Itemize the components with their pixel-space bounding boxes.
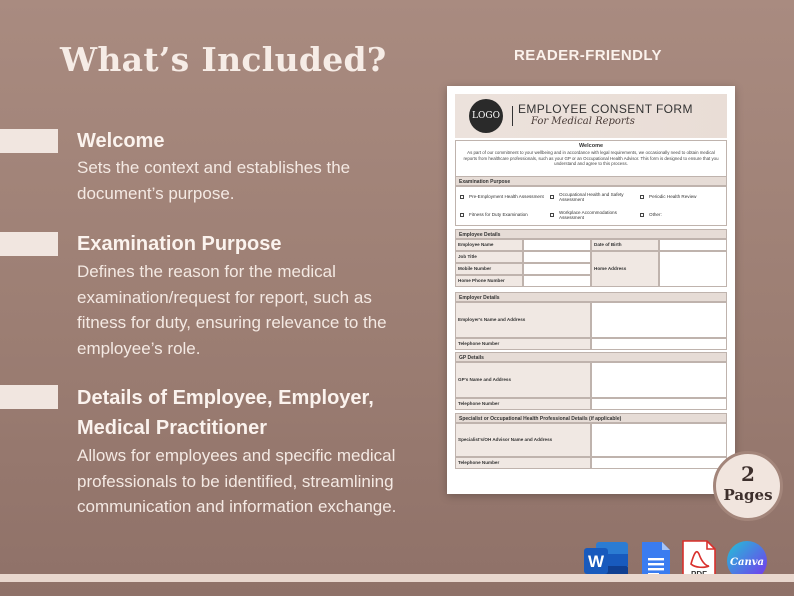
employer-name-label: Employer's Name and Address [455, 302, 591, 338]
option-label: Fitness for Duty Examination [469, 212, 528, 218]
employee-name-label: Employee Name [455, 239, 523, 251]
option-label: Workplace Accommodations Assessment [559, 209, 617, 220]
employee-name-field[interactable] [523, 239, 591, 251]
section-description-welcome: Sets the context and establishes the document’s purpose. [77, 158, 351, 203]
form-title: EMPLOYEE CONSENT FORM [518, 102, 693, 116]
employee-details-header: Employee Details [455, 229, 727, 239]
section-bar-details [0, 385, 58, 409]
form-header [455, 94, 727, 138]
pages-label: Pages [723, 486, 773, 504]
welcome-box [455, 140, 727, 178]
checkbox[interactable] [640, 213, 644, 217]
exam-option-workplace[interactable] [550, 207, 640, 223]
svg-text:W: W [587, 552, 605, 571]
job-title-label: Job Title [455, 251, 523, 263]
section-bar-welcome [0, 129, 58, 153]
exam-option-pre-employment[interactable] [460, 189, 550, 205]
checkbox[interactable] [640, 195, 644, 199]
option-label: Occupational Health and Safety Assessment [559, 191, 624, 202]
gp-name-field[interactable] [591, 362, 727, 398]
specialist-phone-label: Telephone Number [455, 457, 591, 469]
preview-label: READER-FRIENDLY [514, 47, 662, 64]
specialist-name-label: Specialist's/OH Advisor Name and Address [455, 423, 591, 457]
section-description-details: Allows for employees and specific medical professionals to be identified, streamlining communication and information exchange. [77, 446, 397, 516]
form-preview [447, 86, 735, 494]
section-heading-welcome: Welcome [77, 130, 165, 152]
gp-name-label: GP's Name and Address [455, 362, 591, 398]
checkbox[interactable] [460, 213, 464, 217]
home-address-label: Home Address [591, 251, 659, 287]
svg-text:Canva: Canva [730, 557, 764, 568]
section-description-examination: Defines the reason for the medical examination/request for report, such as fitness for duty, ensuring relevance to the employee’s role. [77, 262, 387, 358]
exam-option-fitness[interactable] [460, 207, 550, 223]
home-phone-label: Home Phone Number [455, 275, 523, 287]
home-address-field[interactable] [659, 251, 727, 287]
checkbox[interactable] [460, 195, 464, 199]
specialist-phone-field[interactable] [591, 457, 727, 469]
job-title-field[interactable] [523, 251, 591, 263]
welcome-title: Welcome [578, 143, 604, 149]
exam-option-other[interactable] [640, 207, 725, 223]
bottom-accent-line [0, 574, 794, 582]
specialist-name-field[interactable] [591, 423, 727, 457]
employer-phone-label: Telephone Number [455, 338, 591, 350]
option-label: Pre-Employment Health Assessment [469, 194, 544, 200]
logo-placeholder: LOGO [469, 99, 503, 133]
welcome-text: As part of our commitment to your wellbeing and in accordance with legal requirements, we occasionally need to obtain medical reports from healthcare professionals, such as your GP or an Occupational Health Advisor. This form is designed to ensure that you understand and agree to this process. [463, 150, 719, 167]
specialist-details-header: Specialist or Occupational Health Professional Details (if applicable) [455, 413, 727, 423]
employer-phone-field[interactable] [591, 338, 727, 350]
pages-badge [713, 451, 783, 521]
option-label: Periodic Health Review [649, 194, 697, 200]
exam-purpose-header: Examination Purpose [455, 176, 727, 186]
gp-details-header: GP Details [455, 352, 727, 362]
home-phone-field[interactable] [523, 275, 591, 287]
header-divider [512, 106, 513, 126]
checkbox[interactable] [550, 213, 554, 217]
employer-details-header: Employer Details [455, 292, 727, 302]
mobile-number-label: Mobile Number [455, 263, 523, 275]
section-bar-examination [0, 232, 58, 256]
dob-field[interactable] [659, 239, 727, 251]
section-heading-details: Details of Employee, Employer, Medical Practitioner [77, 387, 374, 439]
form-subtitle: For Medical Reports [531, 116, 635, 127]
gp-phone-label: Telephone Number [455, 398, 591, 410]
employer-name-field[interactable] [591, 302, 727, 338]
main-title: What’s Included? [60, 40, 387, 79]
option-label: Other: [649, 212, 662, 218]
checkbox[interactable] [550, 195, 554, 199]
exam-option-periodic[interactable] [640, 189, 725, 205]
gp-phone-field[interactable] [591, 398, 727, 410]
dob-label: Date of Birth [591, 239, 659, 251]
mobile-number-field[interactable] [523, 263, 591, 275]
exam-option-ohs[interactable] [550, 189, 640, 205]
pages-count: 2 [741, 462, 755, 486]
section-heading-examination: Examination Purpose [77, 233, 282, 255]
